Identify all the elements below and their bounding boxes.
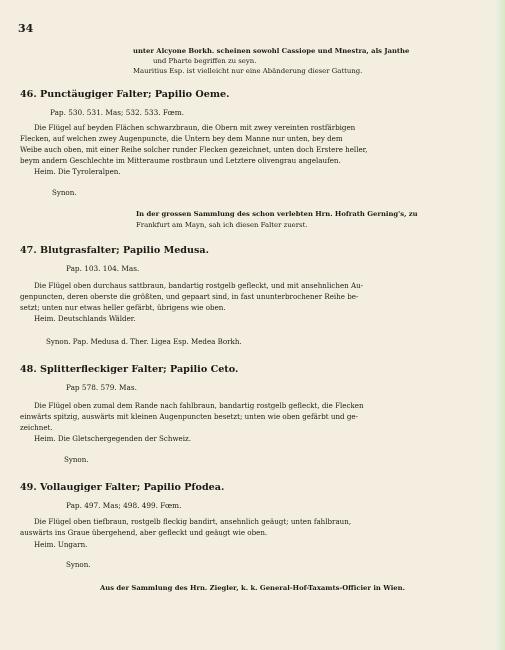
page-edge-strip — [495, 0, 505, 650]
entry-body-line: Die Flügel oben zumal dem Rande nach fahlbraun, bandartig rostgelb gefleckt, die Flecken — [34, 401, 364, 410]
entry-habitat: Heim. Die Gletschergegenden der Schweiz. — [34, 434, 191, 443]
entry-habitat: Heim. Die Tyroleralpen. — [34, 167, 121, 176]
entry-body-line: Die Flügel oben durchaus sattbraun, bandartig rostgelb gefleckt, und mit ansehnlichen Au- — [34, 281, 364, 290]
entry-habitat: Heim. Ungarn. — [34, 540, 88, 549]
entry-body-line: genpuncten, deren oberste die größten, und gepaart sind, in fast ununterbrochener Reihe be- — [20, 292, 359, 301]
entry-body-line: einwärts spitzig, auswärts mit kleinen Augenpuncten besetzt; unten wie oben gefärbt und ge- — [20, 412, 358, 421]
entry-note-line: In der grossen Sammlung des schon verlebten Hrn. Hofrath Gerning's, zu — [136, 210, 418, 218]
entry-body-line: auswärts ins Graue übergehend, aber gefleckt und geäugt wie oben. — [20, 528, 268, 537]
entry-synonyms: Synon. — [66, 560, 91, 569]
entry-heading: 46. Punctäugiger Falter; Papilio Oeme. — [20, 89, 230, 100]
entry-habitat: Heim. Deutschlands Wälder. — [34, 314, 136, 323]
entry-body-line: setzt; unten nur etwas heller gefärbt, übrigens wie oben. — [20, 303, 226, 312]
entry-refs: Pap 578. 579. Mas. — [66, 383, 137, 392]
entry-note-line: Frankfurt am Mayn, sah ich diesen Falter zuerst. — [136, 221, 308, 229]
entry-synonyms: Synon. — [52, 188, 77, 197]
entry-refs: Pap. 497. Mas; 498. 499. Fœm. — [66, 501, 182, 510]
entry-body-line: Flecken, auf welchen zwey Augenpuncte, die Untern bey dem Manne nur unten, bey dem — [20, 134, 343, 143]
entry-body-line: Die Flügel auf beyden Flächen schwarzbraun, die Obern mit zwey vereinten rostfärbigen — [34, 123, 356, 132]
entry-heading: 49. Vollaugiger Falter; Papilio Pfodea. — [20, 482, 225, 493]
entry-body-line: Die Flügel oben tiefbraun, rostgelb fleckig bandirt, ansehnlich geäugt; unten fahlbraun, — [34, 517, 352, 526]
entry-body-line: beym andern Geschlechte im Mitteraume rostbraun und Letztere olivengrau angelaufen. — [20, 156, 341, 165]
top-note-line: und Pharte begriffen zu seyn. — [153, 57, 257, 65]
entry-body-line: zeichnet. — [20, 423, 53, 432]
entry-refs: Pap. 530. 531. Mas; 532. 533. Fœm. — [50, 108, 184, 117]
entry-heading: 47. Blutgrasfalter; Papilio Medusa. — [20, 245, 209, 256]
entry-heading: 48. Splitterfleckiger Falter; Papilio Ceto. — [20, 364, 239, 375]
page-number: 34 — [18, 22, 34, 35]
top-note-line: unter Alcyone Borkh. scheinen sowohl Cassiope und Mnestra, als Janthe — [133, 47, 410, 55]
entry-refs: Pap. 103. 104. Mas. — [66, 264, 140, 273]
entry-synonyms: Synon. Pap. Medusa d. Ther. Ligea Esp. Medea Borkh. — [46, 337, 242, 346]
entry-synonyms: Synon. — [64, 455, 89, 464]
top-note-line: Mauritius Esp. ist vielleicht nur eine Abänderung dieser Gattung. — [133, 67, 363, 75]
entry-note-line: Aus der Sammlung des Hrn. Ziegler, k. k. General-Hof-Taxamts-Officier in Wien. — [100, 584, 405, 592]
entry-body-line: Weibe auch oben, mit einer Reihe solcher runder Flecken gezeichnet, unten doch Erstere heller, — [20, 145, 368, 154]
